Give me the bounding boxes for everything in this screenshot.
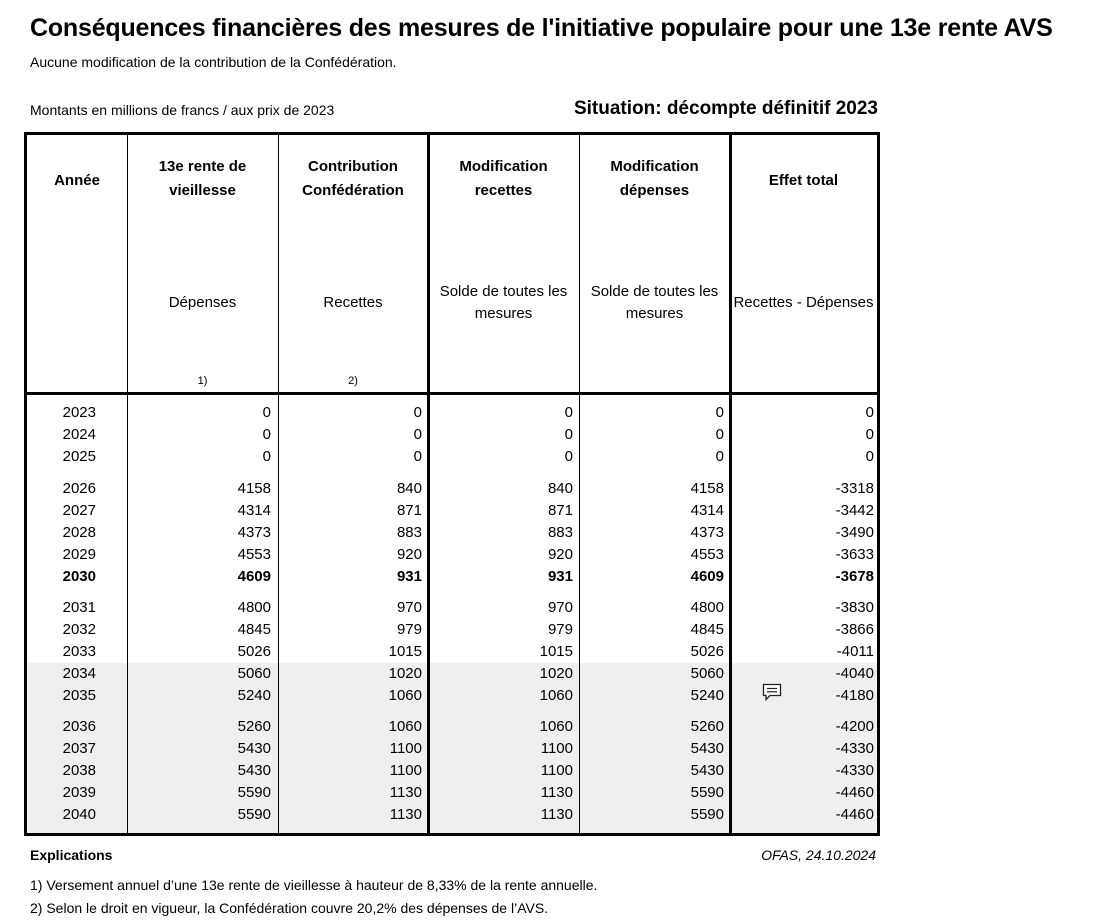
year-cell: 2023 xyxy=(62,404,96,421)
value-cell: 0 xyxy=(413,404,422,421)
table-row xyxy=(0,782,880,804)
value-cell: 1100 xyxy=(540,740,573,757)
value-cell: 883 xyxy=(547,524,573,541)
table-row xyxy=(0,760,880,782)
column-title-line: Confédération xyxy=(302,182,404,199)
column-subtitle-line: Solde de toutes les xyxy=(439,283,568,300)
column-title-line: vieillesse xyxy=(169,182,236,199)
year-cell: 2040 xyxy=(62,806,96,823)
column-subtitle-line: mesures xyxy=(474,305,533,322)
value-cell: 5430 xyxy=(237,762,271,779)
table-row xyxy=(0,738,880,760)
header-mod-recettes xyxy=(428,135,579,392)
value-cell: 970 xyxy=(547,599,573,616)
value-cell: -3678 xyxy=(835,568,874,585)
value-cell: 4314 xyxy=(690,502,724,519)
value-cell: 1020 xyxy=(388,665,422,682)
table-row xyxy=(0,544,880,566)
value-cell: 4553 xyxy=(690,546,724,563)
value-cell: -4200 xyxy=(835,718,874,735)
value-cell: 1100 xyxy=(540,762,573,779)
table-row xyxy=(0,716,880,738)
year-cell: 2024 xyxy=(62,426,96,443)
value-cell: 4845 xyxy=(690,621,724,638)
column-title xyxy=(579,155,730,203)
value-cell: 0 xyxy=(413,426,422,443)
column-subtitle xyxy=(278,292,428,314)
value-cell: 1020 xyxy=(539,665,573,682)
situation-label: Situation: décompte définitif 2023 xyxy=(573,98,878,119)
header-contribution xyxy=(278,135,428,392)
value-cell: 1100 xyxy=(389,762,422,779)
column-subtitle-line: Recettes - Dépenses xyxy=(733,294,874,311)
column-subtitle-line: Dépenses xyxy=(168,294,237,311)
table-row xyxy=(0,424,880,446)
value-cell: 0 xyxy=(865,404,874,421)
column-title-line: Année xyxy=(54,172,100,189)
value-cell: 931 xyxy=(547,568,573,585)
value-cell: 5260 xyxy=(237,718,271,735)
value-cell: 1060 xyxy=(388,718,422,735)
value-cell: 1015 xyxy=(539,643,573,660)
column-subtitle xyxy=(579,281,730,325)
year-cell: 2039 xyxy=(62,784,96,801)
table-row xyxy=(0,804,880,826)
value-cell: 840 xyxy=(547,480,573,497)
value-cell: 4373 xyxy=(690,524,724,541)
value-cell: 4158 xyxy=(237,480,271,497)
footnote-2: 2) Selon le droit en vigueur, la Confédération couvre 20,2% des dépenses de l’AVS. xyxy=(30,900,549,916)
table-row xyxy=(0,566,880,588)
value-cell: -3633 xyxy=(835,546,874,563)
value-cell: -4011 xyxy=(836,643,874,660)
value-cell: 883 xyxy=(396,524,422,541)
value-cell: 1100 xyxy=(389,740,422,757)
comment-icon[interactable] xyxy=(762,683,782,701)
value-cell: 0 xyxy=(865,426,874,443)
value-cell: 920 xyxy=(547,546,573,563)
column-title-line: Effet total xyxy=(768,172,839,189)
header-separator xyxy=(24,392,880,395)
value-cell: -3866 xyxy=(835,621,874,638)
value-cell: 979 xyxy=(396,621,422,638)
value-cell: 871 xyxy=(396,502,422,519)
footnote-marker: 1) xyxy=(197,375,208,387)
year-cell: 2031 xyxy=(62,599,96,616)
table-row xyxy=(0,685,880,707)
year-cell: 2025 xyxy=(62,448,96,465)
value-cell: 0 xyxy=(564,404,573,421)
column-title xyxy=(428,155,579,203)
column-subtitle xyxy=(127,292,278,314)
table-row xyxy=(0,446,880,468)
column-title xyxy=(278,155,428,203)
footnote-1: 1) Versement annuel d’une 13e rente de vieillesse à hauteur de 8,33% de la rente annuelle. xyxy=(30,877,598,893)
value-cell: 979 xyxy=(547,621,573,638)
value-cell: 4314 xyxy=(237,502,271,519)
value-cell: -4330 xyxy=(835,740,874,757)
value-cell: 931 xyxy=(396,568,422,585)
table-row xyxy=(0,402,880,424)
value-cell: -4180 xyxy=(835,687,874,704)
column-subtitle-line: mesures xyxy=(625,305,684,322)
value-cell: 970 xyxy=(396,599,422,616)
value-cell: 5026 xyxy=(690,643,724,660)
value-cell: 4800 xyxy=(237,599,271,616)
value-cell: 5430 xyxy=(237,740,271,757)
value-cell: 5430 xyxy=(690,762,724,779)
year-cell: 2032 xyxy=(62,621,96,638)
header-13e-rente xyxy=(127,135,278,392)
page-title: Conséquences financières des mesures de l'initiative populaire pour une 13e rente AVS xyxy=(30,14,1053,42)
year-cell: 2038 xyxy=(62,762,96,779)
value-cell: 0 xyxy=(715,404,724,421)
column-subtitle-line: Solde de toutes les xyxy=(590,283,719,300)
value-cell: 4553 xyxy=(237,546,271,563)
column-subtitle xyxy=(428,281,579,325)
value-cell: 1060 xyxy=(388,687,422,704)
header-annee xyxy=(27,135,127,392)
value-cell: -4460 xyxy=(835,806,874,823)
year-cell: 2029 xyxy=(62,546,96,563)
column-title xyxy=(27,169,127,193)
column-title-line: Modification xyxy=(459,158,548,175)
source-date: OFAS, 24.10.2024 xyxy=(761,847,876,863)
value-cell: 0 xyxy=(262,448,271,465)
value-cell: 5590 xyxy=(237,784,271,801)
value-cell: 1130 xyxy=(540,784,573,801)
year-cell: 2026 xyxy=(62,480,96,497)
column-title-line: recettes xyxy=(474,182,533,199)
column-title xyxy=(730,169,877,193)
value-cell: 1060 xyxy=(539,718,573,735)
explanations-label: Explications xyxy=(30,847,113,863)
value-cell: 4373 xyxy=(237,524,271,541)
year-cell: 2033 xyxy=(62,643,96,660)
value-cell: 4800 xyxy=(690,599,724,616)
value-cell: 5240 xyxy=(237,687,271,704)
value-cell: -4460 xyxy=(835,784,874,801)
table-row xyxy=(0,619,880,641)
value-cell: 1130 xyxy=(389,806,422,823)
value-cell: -4040 xyxy=(835,665,874,682)
value-cell: 5060 xyxy=(237,665,271,682)
table-row xyxy=(0,478,880,500)
column-subtitle xyxy=(730,292,877,314)
value-cell: 0 xyxy=(715,426,724,443)
value-cell: 5590 xyxy=(690,784,724,801)
year-cell: 2034 xyxy=(62,665,96,682)
value-cell: 0 xyxy=(865,448,874,465)
value-cell: 4158 xyxy=(690,480,724,497)
table-row xyxy=(0,663,880,685)
column-title-line: Modification xyxy=(610,158,699,175)
year-cell: 2030 xyxy=(62,568,96,585)
year-cell: 2035 xyxy=(62,687,96,704)
value-cell: 1015 xyxy=(388,643,422,660)
table-row xyxy=(0,522,880,544)
value-cell: 1130 xyxy=(540,806,573,823)
value-cell: 0 xyxy=(262,426,271,443)
value-cell: 0 xyxy=(564,448,573,465)
value-cell: 5060 xyxy=(690,665,724,682)
value-cell: 5430 xyxy=(690,740,724,757)
value-cell: 5590 xyxy=(690,806,724,823)
column-title-line: Contribution xyxy=(308,158,398,175)
page-subtitle: Aucune modification de la contribution de la Confédération. xyxy=(30,54,397,70)
value-cell: 1060 xyxy=(539,687,573,704)
units-note: Montants en millions de francs / aux prix de 2023 xyxy=(30,102,335,118)
header-mod-depenses xyxy=(579,135,730,392)
value-cell: 0 xyxy=(715,448,724,465)
value-cell: 5590 xyxy=(237,806,271,823)
value-cell: 4609 xyxy=(237,568,271,585)
value-cell: 5260 xyxy=(690,718,724,735)
value-cell: -4330 xyxy=(835,762,874,779)
table-row xyxy=(0,641,880,663)
value-cell: 871 xyxy=(547,502,573,519)
value-cell: -3490 xyxy=(835,524,874,541)
header-effet-total xyxy=(730,135,877,392)
value-cell: -3830 xyxy=(835,599,874,616)
column-title-line: dépenses xyxy=(619,182,690,199)
value-cell: 1130 xyxy=(389,784,422,801)
value-cell: 4609 xyxy=(690,568,724,585)
year-cell: 2027 xyxy=(62,502,96,519)
year-cell: 2036 xyxy=(62,718,96,735)
value-cell: 5026 xyxy=(237,643,271,660)
year-cell: 2028 xyxy=(62,524,96,541)
table-row xyxy=(0,597,880,619)
value-cell: -3318 xyxy=(835,480,874,497)
column-title xyxy=(127,155,278,203)
year-cell: 2037 xyxy=(62,740,96,757)
value-cell: 840 xyxy=(396,480,422,497)
value-cell: 0 xyxy=(564,426,573,443)
column-subtitle-line: Recettes xyxy=(323,294,383,311)
value-cell: 920 xyxy=(396,546,422,563)
value-cell: 4845 xyxy=(237,621,271,638)
value-cell: -3442 xyxy=(835,502,874,519)
value-cell: 0 xyxy=(413,448,422,465)
table-row xyxy=(0,500,880,522)
footnote-marker: 2) xyxy=(348,375,358,387)
column-title-line: 13e rente de xyxy=(158,158,247,175)
value-cell: 0 xyxy=(262,404,271,421)
value-cell: 5240 xyxy=(690,687,724,704)
